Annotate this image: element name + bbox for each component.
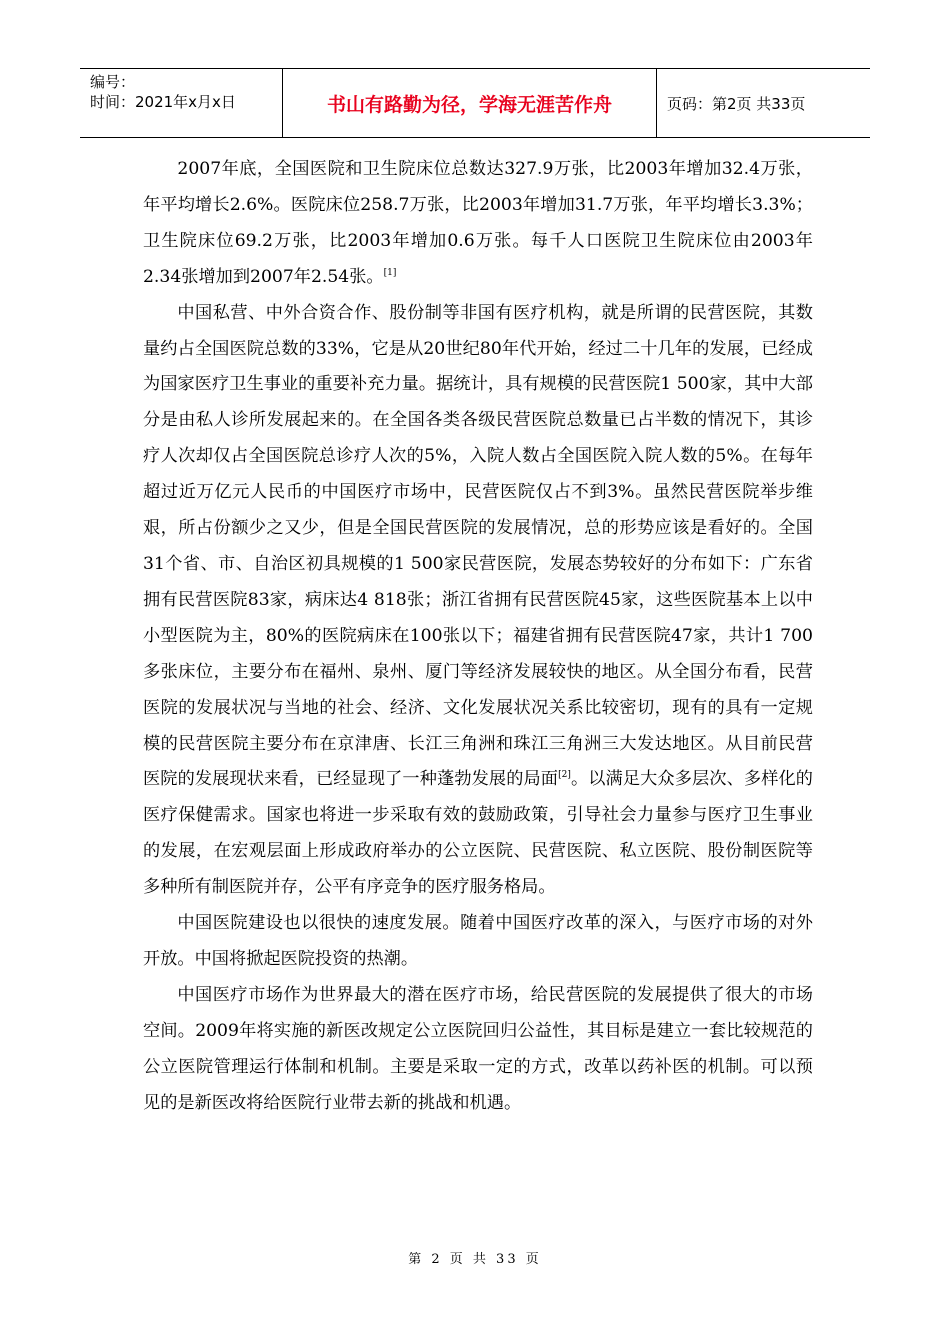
paragraph-3: 中国医院建设也以很快的速度发展。随着中国医疗改革的深入，与医疗市场的对外开放。中国将掀起医院投资的热潮。 [143,913,813,969]
page-header [80,68,870,138]
document-body [143,152,813,1121]
slogan: 书山有路勤为径，学海无涯苦作舟 [326,93,612,116]
reference-2: [2] [558,770,571,781]
reference-1: [1] [383,267,397,278]
paragraph-1 [143,152,813,296]
header-meta [80,69,282,137]
header-slogan-cell [283,69,656,137]
serial-label: 编号： [90,73,136,91]
paragraph-2 [143,296,813,906]
header-page-info-cell [657,69,870,137]
paragraph-2-text-a: 中国私营、中外合资合作、股份制等非国有医疗机构，就是所谓的民营医院，其数量约占全国医院总数的33%，它是从20世纪80年代开始，经过二十几年的发展，已经成为国家医疗卫生事业的重要补充力量。据统计，具有规模的民营医院1 500家，其中大部分是由私人诊所发展起来的。在全国各类各级民营医院总数量已占半数的情况下，其诊疗人次却仅占全国医院总诊疗人次的5%，入院人数占全国医院入院人数的5%。在每年超过近万亿元人民币的中国医疗市场中，民营医院仅占不到3%。虽然民营医院举步维艰，所占份额少之又少，但是全国民营医院的发展情况，总的形势应该是看好的。全国31个省、市、自治区初具规模的1 500家民营医院，发展态势较好的分布如下：广东省拥有民营医院83家，病床达4 818张；浙江省拥有民营医院45家，这些医院基本上以中小型医院为主，80%的医院病床在100张以下；福建省拥有民营医院47家，共计1 700多张床位，主要分布在福州、泉州、厦门等经济发展较快的地区。从全国分布看，民营医院的发展状况与当地的社会、经济、文化发展状况关系比较密切，现有的具有一定规模的民营医院主要分布在京津唐、长江三角洲和珠江三角洲三大发达地区。从目前民营医院的发展现状来看，已经显现了一种蓬勃发展的局面 [143,302,813,790]
page-info: 页码：第2页 共33页 [667,94,806,113]
paragraph-1-text: 2007年底，全国医院和卫生院床位总数达327.9万张，比2003年增加32.4万张，年平均增长2.6%。医院床位258.7万张，比2003年增加31.7万张，年平均增长3.3%；卫生院床位69.2万张，比2003年增加0.6万张。每千人口医院卫生院床位由2003年2.34张增加到2007年2.54张。 [143,159,813,287]
paragraph-4: 中国医疗市场作为世界最大的潜在医疗市场，给民营医院的发展提供了很大的市场空间。2009年将实施的新医改规定公立医院回归公益性，其目标是建立一套比较规范的公立医院管理运行体制和机制。主要是采取一定的方式，改革以药补医的机制。可以预见的是新医改将给医院行业带去新的挑战和机遇。 [143,984,813,1113]
paragraph-2-text-b: 。以满足大众多层次、多样化的医疗保健需求。国家也将进一步采取有效的鼓励政策，引导社会力量参与医疗卫生事业的发展，在宏观层面上形成政府举办的公立医院、民营医院、私立医院、股份制医院等多种所有制医院并存，公平有序竞争的医疗服务格局。 [143,769,813,898]
page-footer: 第 2 页 共 33 页 [408,1252,542,1267]
date-line: 时间：2021年x月x日 [90,93,236,111]
